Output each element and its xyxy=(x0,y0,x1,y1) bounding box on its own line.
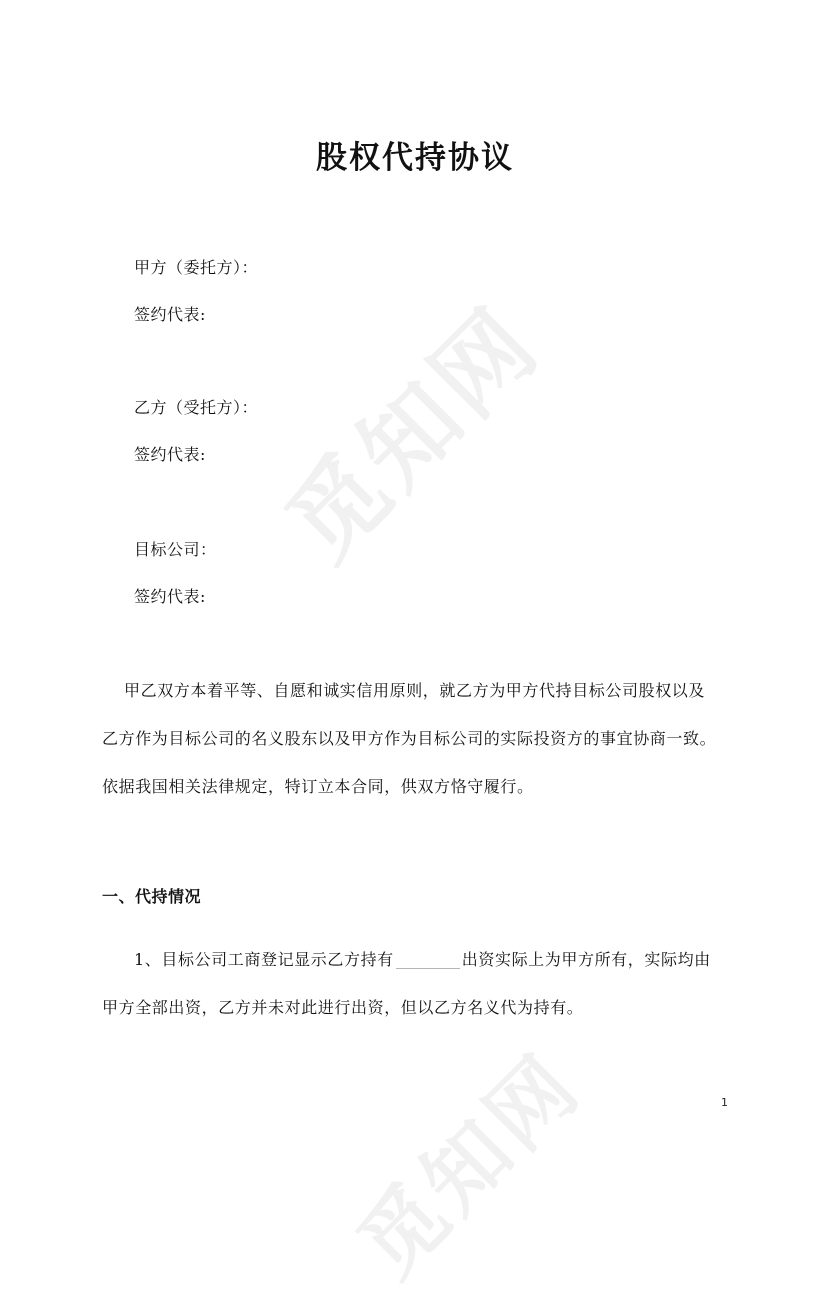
party-b-label: 乙方（受托方）： xyxy=(134,398,259,417)
fill-in-blank xyxy=(396,950,460,969)
target-company-representative: 签约代表: xyxy=(134,587,206,606)
clause-1-paragraph xyxy=(102,936,722,1032)
party-b-representative: 签约代表: xyxy=(134,445,206,464)
clause-1-line-1 xyxy=(102,936,722,984)
section-heading: 一、代持情况 xyxy=(102,887,202,906)
watermark-bottom: 觅知网 xyxy=(339,1034,600,1296)
watermark: 觅知网 xyxy=(265,286,562,582)
preamble-line-2: 乙方作为目标公司的名义股东以及甲方作为目标公司的实际投资方的事宜协商一致。 xyxy=(102,729,717,748)
clause-1-text-part-1: 1、目标公司工商登记显示乙方持有 xyxy=(134,950,394,969)
party-a-representative: 签约代表: xyxy=(134,305,206,324)
preamble-line-3: 依据我国相关法律规定，特订立本合同，供双方恪守履行。 xyxy=(102,777,534,796)
preamble-line-1-text: 甲乙双方本着平等、自愿和诚实信用原则，就乙方为甲方代持目标公司股权以及 xyxy=(124,681,706,700)
preamble-paragraph xyxy=(102,667,722,811)
page-number: 1 xyxy=(721,1096,728,1109)
preamble-line-1 xyxy=(102,667,722,715)
target-company-label: 目标公司： xyxy=(134,540,217,559)
clause-1-text-part-2: 出资实际上为甲方所有，实际均由 xyxy=(461,950,711,969)
clause-1-line-2: 甲方全部出资，乙方并未对此进行出资，但以乙方名义代为持有。 xyxy=(102,998,584,1017)
party-a-label: 甲方（委托方）： xyxy=(134,258,259,277)
document-title: 股权代持协议 xyxy=(316,140,514,176)
